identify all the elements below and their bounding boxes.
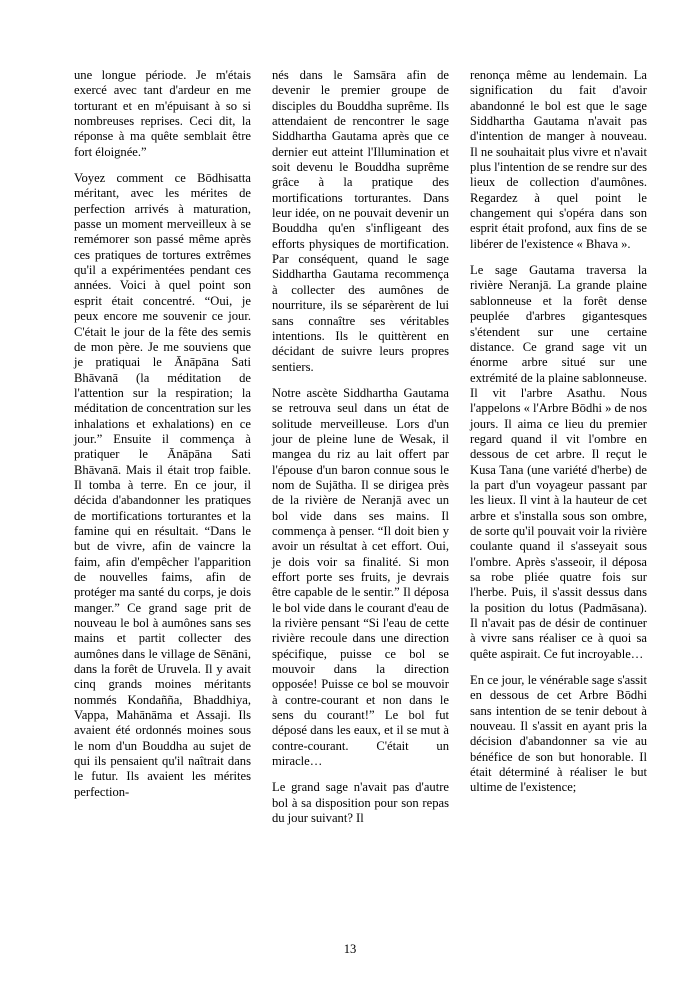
paragraph: En ce jour, le vénérable sage s'assit en dessous de cet Arbre Bōdhi sans intention de se tenir debout à nouveau. Il s'assit en ayant pris la décision d'abandonner sa vie au bénéfice de son but honorable. Il était déterminé à réaliser le but ultime de l'existence; [470, 673, 647, 795]
paragraph: Le sage Gautama traversa la rivière Neranjā. La grande plaine sablonneuse et la forêt dense peuplée d'arbres gigantesques s'étendent sur une certaine distance. Ce grand sage vit un énorme arbre situé sur une extrémité de la plaine sablonneuse. Il vit l'arbre Asathu. Nous l'appelons « l'Arbre Bōdhi » de nos jours. Il aima ce lieu du premier regard quand il vit l'ombre en dessous de cet arbre. Il reçut le Kusa Tana (une variété d'herbe) de la part d'un voyageur passant par les lieux. Il vint à la hauteur de cet arbre et s'installa sous son ombre, de sorte qu'il pouvait voir la rivière coulante quand il s'asseyait sous l'ombre. Après s'asseoir, il déposa sa robe pliée quatre fois sur l'herbe. Puis, il s'assit dessus dans la position du lotus (Padmāsana). Il n'avait pas de désir de continuer à vivre sans réaliser ce à quoi sa quête aspirait. Ce fut incroyable… [470, 263, 647, 661]
paragraph: renonça même au lendemain. La signification du fait d'avoir abandonné le bol est que le sage Siddhartha Gautama n'avait pas d'intention de manger à nouveau. Il ne souhaitait plus vivre et n'avait plus l'intention de se rendre sur des lieux de collection d'aumônes. Regardez à quel point le changement qui s'opéra dans son esprit était profond, aux fins de se libérer de l'existence « Bhava ». [470, 68, 647, 251]
column-left [74, 68, 251, 800]
paragraph: Le grand sage n'avait pas d'autre bol à sa disposition pour son repas du jour suivant? Il [272, 780, 449, 826]
page-number: 13 [343, 942, 357, 956]
paragraph: une longue période. Je m'étais exercé avec tant d'ardeur en me torturant et en m'épuisant à so si nombreuses reprises. Ceci dit, la réponse à ma quête semblait être fort éloignée.” [74, 68, 251, 159]
column-right [470, 68, 647, 796]
paragraph: Voyez comment ce Bōdhisatta méritant, avec les mérites de perfection arrivés à maturation, passe un moment merveilleux à se remémorer son passé même après ces pratiques de tortures extrêmes qu'il a expérimentées pendant ces années. Voici à quel point son esprit était concentré. “Oui, je peux encore me souvenir ce jour. C'était le jour de la fête des semis de mon père. Je me souviens que je pratiquai le Ānāpāna Sati Bhāvanā (la méditation de l'attention sur la respiration; la méditation de concentration sur les inhalations et exhalations) en ce jour.” Ensuite il commença à pratiquer le Ānāpāna Sati Bhāvanā. Mais il était trop faible. Il tomba à terre. En ce jour, il décida d'abandonner les pratiques de mortifications torturantes et la famine qui en résultait. “Dans le but de vivre, afin de vaincre la faim, afin d'empêcher l'apparition de nouvelles faims, afin de protéger ma santé du corps, je dois manger.” Ce grand sage prit de nouveau le bol à aumônes sans ses mains et partit collecter des aumônes dans le village de Sēnāni, dans la forêt de Uruvela. Il y avait cinq grands moines méritants nommés Kondañña, Bhaddhiya, Vappa, Mahānāma et Assaji. Ils avaient été ordonnés moines sous le nom d'un Bouddha au sujet de qui ils pensaient qu'il naîtrait dans le futur. Ils avaient les mérites perfection- [74, 171, 251, 799]
paragraph: nés dans le Samsāra afin de devenir le premier groupe de disciples du Bouddha suprême. Ils attendaient de rencontrer le sage Siddhartha Gautama après que ce dernier eut atteint l'Illumination et soit devenu le Bouddha suprême grâce à la pratique des mortifications torturantes. Dans leur idée, on ne pouvait devenir un Bouddha qu'en s'infligeant des efforts physiques de mortification. Par conséquent, quand le sage Siddhartha Gautama recommença à collecter des aumônes de nourriture, ils se séparèrent de lui sans connaître ses véritables intentions. Ils le quittèrent en décidant de suivre leurs propres sentiers. [272, 68, 449, 374]
column-middle [272, 68, 449, 827]
paragraph: Notre ascète Siddhartha Gautama se retrouva seul dans un état de solitude merveilleuse. Lors d'un jour de pleine lune de Wesak, il mangea du riz au lait offert par l'épouse d'un baron connue sous le nom de Sujātha. Il se dirigea près de la rivière de Neranjā avec un bol vide dans ses mains. Il commença à penser. “Il doit bien y avoir un résultat à cet effort. Oui, je dois voir sa finalité. Si mon effort porte ses fruits, je devrais être capable de le sentir.” Il déposa le bol vide dans le courant d'eau de la rivière pensant “Si l'eau de cette rivière recoule dans une direction spécifique, puisse ce bol se mouvoir dans la direction opposée! Puisse ce bol se mouvoir à contre-courant et non dans le sens du courant!” Le bol fut déposé dans les eaux, et il se mut à contre-courant. C'était un miracle… [272, 385, 449, 769]
three-column-text-body [74, 68, 646, 827]
